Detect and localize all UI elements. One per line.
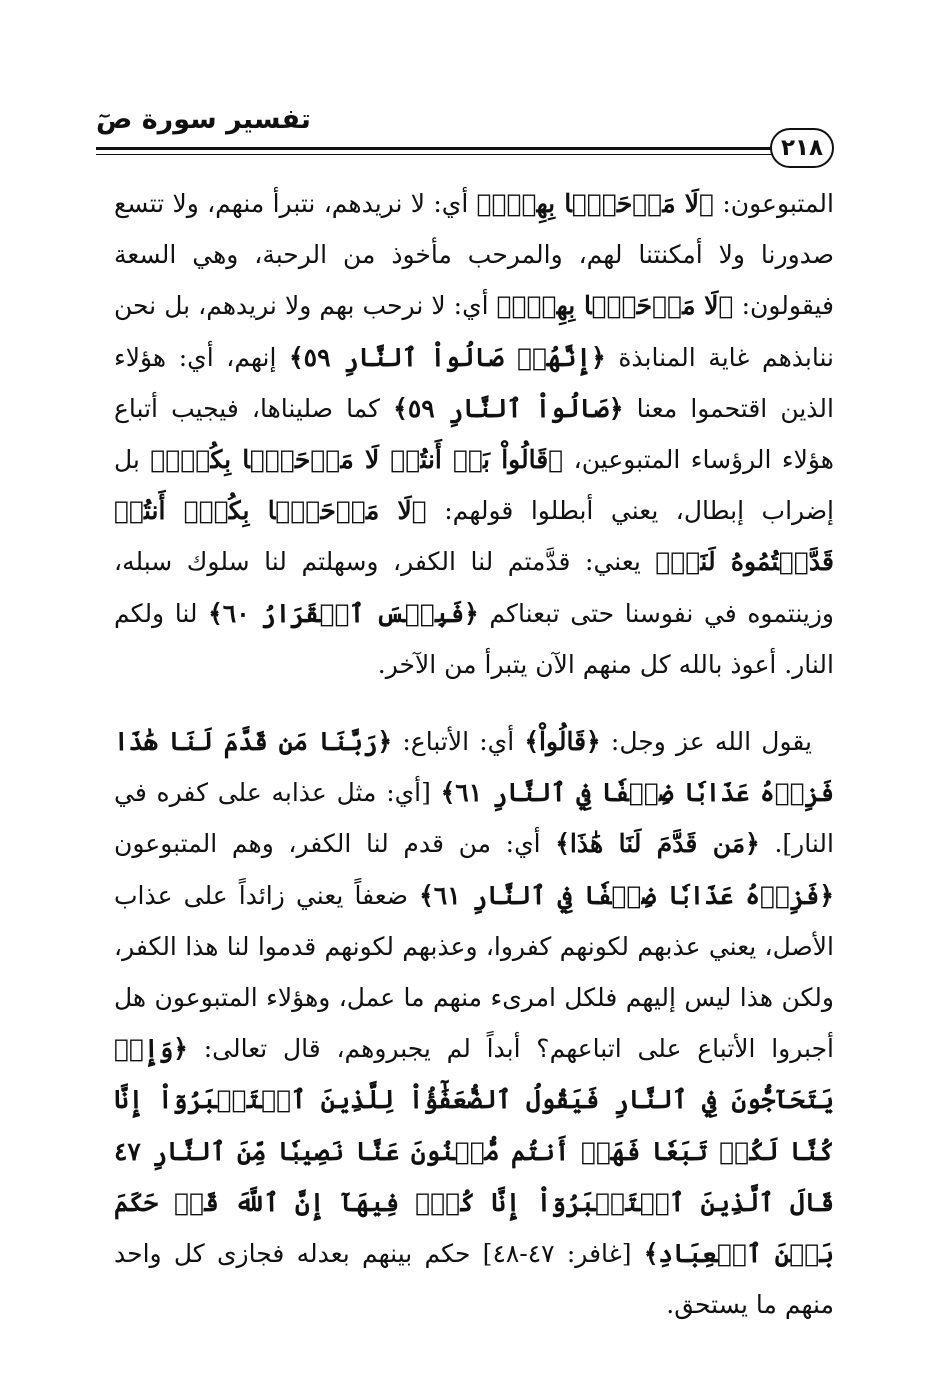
text-segment: أي: لا نرحب بهم ولا نريدهم، بل نحن ننابذهم غاية المنابذة <box>114 291 834 372</box>
text-segment: لنا ولكم النار. أعوذ بالله كل منهم الآن يتبرأ من الآخر. <box>114 598 834 679</box>
quran-verse: ﴿قَالُواْ بَلۡ أَنتُمۡ لَا مَرۡحَبَۢا بِكُمۡۖ﴾ <box>150 445 564 475</box>
quran-verse: ﴿وَإِذۡ يَتَحَآجُّونَ فِي ٱلنَّارِ فَيَقُولُ ٱلضُّعَفَٰٓؤُاْ لِلَّذِينَ ٱسۡتَكۡبَرُوٓاْ إِنَّا كُنَّا لَكُمۡ تَبَعٗا فَهَلۡ أَنتُم مُّغۡنُونَ عَنَّا نَصِيبٗا مِّنَ ٱلنَّارِ ٤٧ قَالَ ٱلَّذِينَ ٱسۡتَكۡبَرُوٓاْ إِنَّا كُلّٞ فِيهَآ إِنَّ ٱللَّهَ قَدۡ حَكَمَ بَيۡنَ ٱلۡعِبَادِ﴾ <box>114 1034 834 1269</box>
quran-verse: ﴿إِنَّهُمۡ صَالُواْ ٱلنَّارِ ٥٩﴾ <box>289 342 606 372</box>
text-segment: يعني: قدَّمتم لنا الكفر، وسهلتم لنا سلوك سبله، وزينتموه في نفوسنا حتى تبعناكم <box>114 547 834 628</box>
text-segment: إنهم، أي: هؤلاء الذين اقتحموا معنا <box>114 342 834 423</box>
text-segment: بل إضراب إبطال، يعني أبطلوا قولهم: <box>114 445 834 526</box>
quran-verse: ﴿رَبَّنَا مَن قَدَّمَ لَنَا هَٰذَا فَزِدۡهُ عَذَابٗا ضِعۡفٗا فِي ٱلنَّارِ ٦١﴾ <box>114 727 834 808</box>
quran-verse: ﴿لَا مَرۡحَبَۢا بِهِمۡۚ﴾ <box>496 291 734 321</box>
text-segment: [أي: مثل عذابه على كفره في النار]. <box>114 778 834 859</box>
text-segment: ضعفاً يعني زائداً على عذاب الأصل، يعني عذبهم لكونهم كفروا، وعذبهم لكونهم قدموا لنا هذا الكفر، ولكن هذا ليس إليهم فلكل امرىء منهم ما عمل، وهؤلاء المتبوعون هل أجبروا الأتباع على اتباعهم؟ أبداً لم يجبروهم، قال تعالى: <box>114 880 834 1064</box>
paragraph-1 <box>114 178 834 690</box>
text-segment: كما صليناها، فيجيب أتباع هؤلاء الرؤساء المتبوعين، <box>114 393 834 475</box>
quran-verse: ﴿مَن قَدَّمَ لَنَا هَٰذَا﴾ <box>555 829 760 859</box>
text-segment: يقول الله عز وجل: <box>600 727 812 756</box>
page-number: ٢١٨ <box>770 128 834 168</box>
text-segment: أي: لا نريدهم، نتبرأ منهم، ولا تتسع صدورنا ولا أمكنتنا لهم، والمرحب مأخوذ من الرحبة، وهي السعة فيقولون: <box>114 189 834 321</box>
quran-verse: ﴿لَا مَرۡحَبَۢا بِهِمۡۚ﴾ <box>476 189 715 218</box>
running-header-title: تفسير سورة صٓ <box>96 104 311 135</box>
text-segment: أي: من قدم لنا الكفر، وهم المتبوعون <box>114 829 556 859</box>
text-segment: [غافر: ٤٧-٤٨] حكم بينهم بعدله فجازى كل واحد منهم ما يستحق. <box>114 1239 834 1320</box>
quran-verse: ﴿لَا مَرۡحَبَۢا بِكُمۡۖ أَنتُمۡ قَدَّمۡتُمُوهُ لَنَاۖ﴾ <box>114 496 835 577</box>
text-segment: المتبوعون: <box>714 189 834 218</box>
quran-verse: ﴿قَالُواْ﴾ <box>524 727 601 756</box>
quran-verse: ﴿فَزِدۡهُ عَذَابٗا ضِعۡفٗا فِي ٱلنَّارِ ٦١﴾ <box>419 880 834 910</box>
text-segment: أي: الأتباع: <box>392 727 525 756</box>
header-rule <box>96 147 776 155</box>
paragraph-2 <box>114 716 834 1330</box>
quran-verse: ﴿صَالُواْ ٱلنَّارِ ٥٩﴾ <box>393 393 624 423</box>
quran-verse: ﴿فَبِئۡسَ ٱلۡقَرَارُ ٦٠﴾ <box>208 598 479 628</box>
